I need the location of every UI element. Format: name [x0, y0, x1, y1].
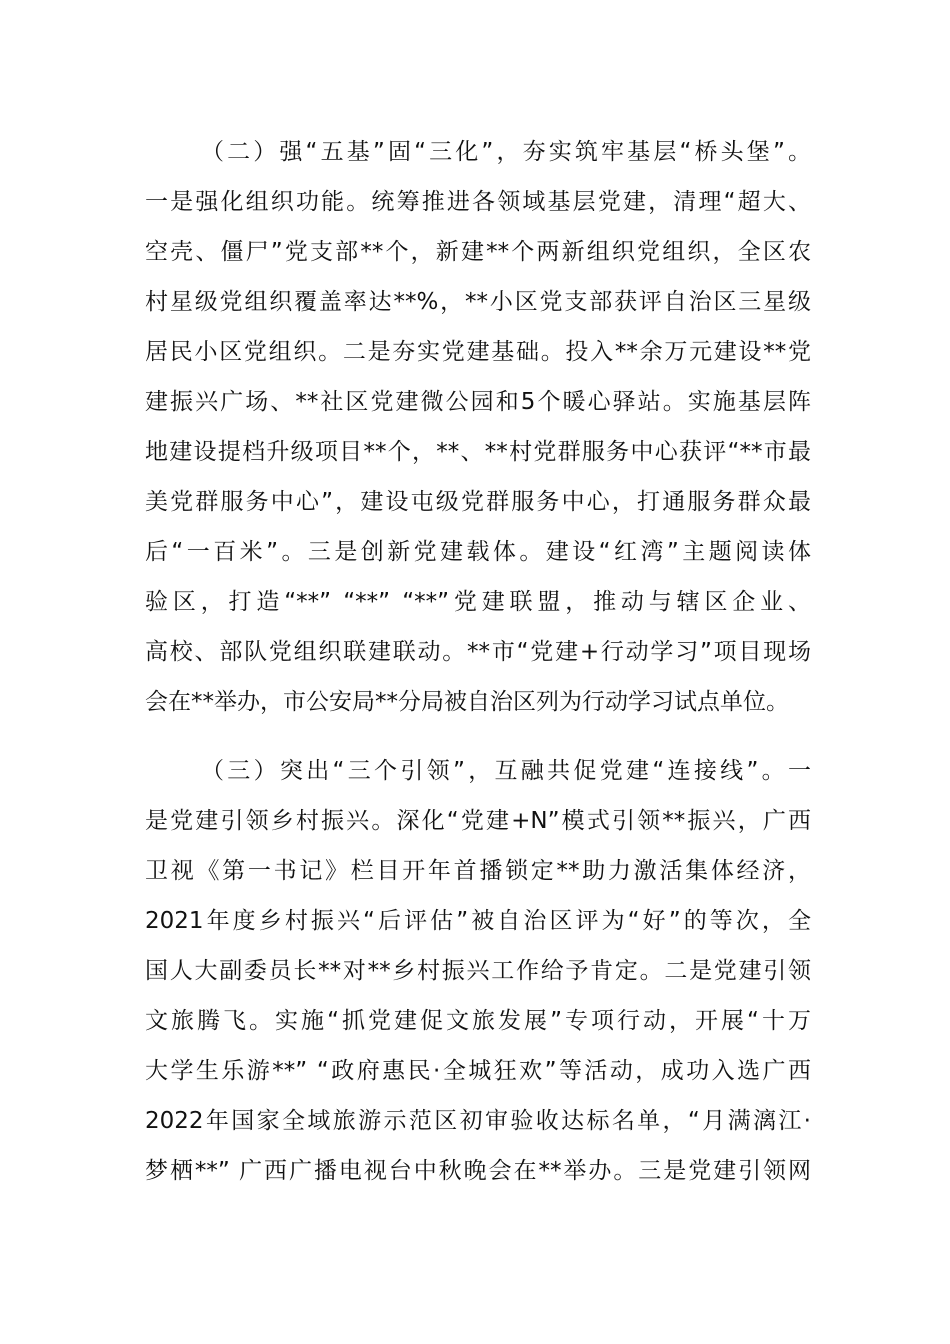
paragraph-line: 大学生乐游**” “政府惠民·全城狂欢”等活动，成功入选广西	[145, 1058, 811, 1084]
paragraph-line: 2021年度乡村振兴“后评估”被自治区评为“好”的等次，全	[145, 908, 811, 934]
paragraph-line: 2022年国家全域旅游示范区初审验收达标名单，“月满漓江·	[145, 1108, 811, 1134]
paragraph-heading-line: （二）强“五基”固“三化”，夯实筑牢基层“桥头堡”。	[201, 139, 811, 165]
paragraph-line: 一是强化组织功能。统筹推进各领域基层党建，清理“超大、	[145, 189, 811, 215]
paragraph-line: 梦栖**” 广西广播电视台中秋晚会在**举办。三是党建引领网	[145, 1158, 811, 1184]
paragraph-heading-line: （三）突出“三个引领”，互融共促党建“连接线”。一	[201, 758, 811, 784]
paragraph-line: 是党建引领乡村振兴。深化“党建+N”模式引领**振兴，广西	[145, 808, 811, 834]
paragraph-section-three	[145, 746, 811, 1196]
paragraph-line: 地建设提档升级项目**个，**、**村党群服务中心获评“**市最	[145, 439, 811, 465]
paragraph-last-line: 会在**举办，市公安局**分局被自治区列为行动学习试点单位。	[145, 689, 789, 715]
paragraph-line: 卫视《第一书记》栏目开年首播锁定**助力激活集体经济，	[145, 858, 811, 884]
paragraph-line: 居民小区党组织。二是夯实党建基础。投入**余万元建设**党	[145, 339, 811, 365]
paragraph-line: 建振兴广场、**社区党建微公园和5个暖心驿站。实施基层阵	[145, 389, 811, 415]
paragraph-line: 美党群服务中心”，建设屯级党群服务中心，打通服务群众最	[145, 489, 811, 515]
paragraph-line: 验区，打造“**” “**” “**”党建联盟，推动与辖区企业、	[145, 589, 811, 615]
paragraph-line: 文旅腾飞。实施“抓党建促文旅发展”专项行动，开展“十万	[145, 1008, 811, 1034]
paragraph-line: 村星级党组织覆盖率达**%，**小区党支部获评自治区三星级	[145, 289, 811, 315]
paragraph-line: 高校、部队党组织联建联动。**市“党建+行动学习”项目现场	[145, 639, 811, 665]
paragraph-section-two	[145, 127, 811, 727]
paragraph-line: 后“一百米”。三是创新党建载体。建设“红湾”主题阅读体	[145, 539, 811, 565]
paragraph-line: 国人大副委员长**对**乡村振兴工作给予肯定。二是党建引领	[145, 958, 811, 984]
paragraph-line: 空壳、僵尸”党支部**个，新建**个两新组织党组织，全区农	[145, 239, 811, 265]
